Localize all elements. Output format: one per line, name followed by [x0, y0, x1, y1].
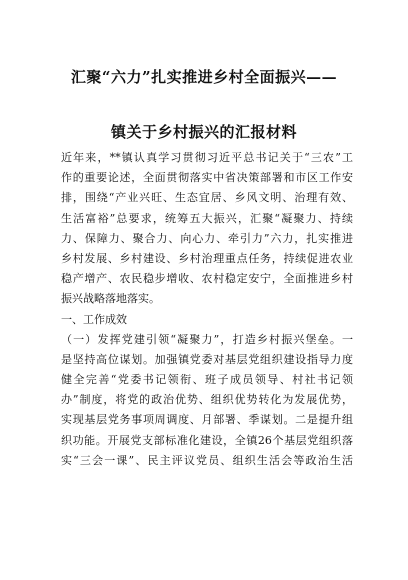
section-heading: 一、工作成效 [61, 312, 127, 326]
body-line: 近年来，**镇认真学习贯彻习近平总书记关于“三农”工 [61, 151, 353, 164]
body-line: 实现基层党务事项周调度、月部署、季谋划。二是提升组 [61, 413, 353, 427]
body-line: 力、保障力、聚合力、向心力、牵引力”六力，扎实推进 [61, 231, 353, 245]
document-title-line-1: 汇聚“六力”扎实推进乡村全面振兴—— [70, 68, 338, 86]
body-line: 织功能。开展党支部标准化建设，全镇26个基层党组织落 [61, 433, 353, 447]
body-line: 乡村发展、乡村建设、乡村治理重点任务，持续促进农业 [61, 251, 353, 265]
body-line: 办”制度，将党的政治优势、组织优势转化为发展优势， [61, 393, 353, 407]
body-line: 是坚持高位谋划。加强镇党委对基层党组织建设指导力度 [61, 352, 353, 366]
body-line: 稳产增产、农民稳步增收、农村稳定安宁，全面推进乡村 [61, 272, 353, 286]
body-line: 实“三会一课”、民主评议党员、组织生活会等政治生活 [61, 453, 353, 467]
body-line: 健全完善“党委书记领衔、班子成员领导、村社书记领 [61, 373, 353, 387]
body-line: 作的重要论述，全面贯彻落实中省决策部署和市区工作安 [61, 171, 353, 185]
body-line: 生活富裕”总要求，统筹五大振兴，汇聚“凝聚力、持续 [61, 211, 353, 225]
body-line: 振兴战略落地落实。 [61, 292, 160, 306]
body-line: 排，围绕“产业兴旺、生态宜居、乡风文明、治理有效、 [61, 191, 353, 205]
document-subtitle: 镇关于乡村振兴的汇报材料 [110, 123, 297, 141]
body-paragraph-1 [61, 148, 353, 471]
body-line: （一）发挥党建引领“凝聚力”，打造乡村振兴堡垒。一 [61, 332, 353, 346]
